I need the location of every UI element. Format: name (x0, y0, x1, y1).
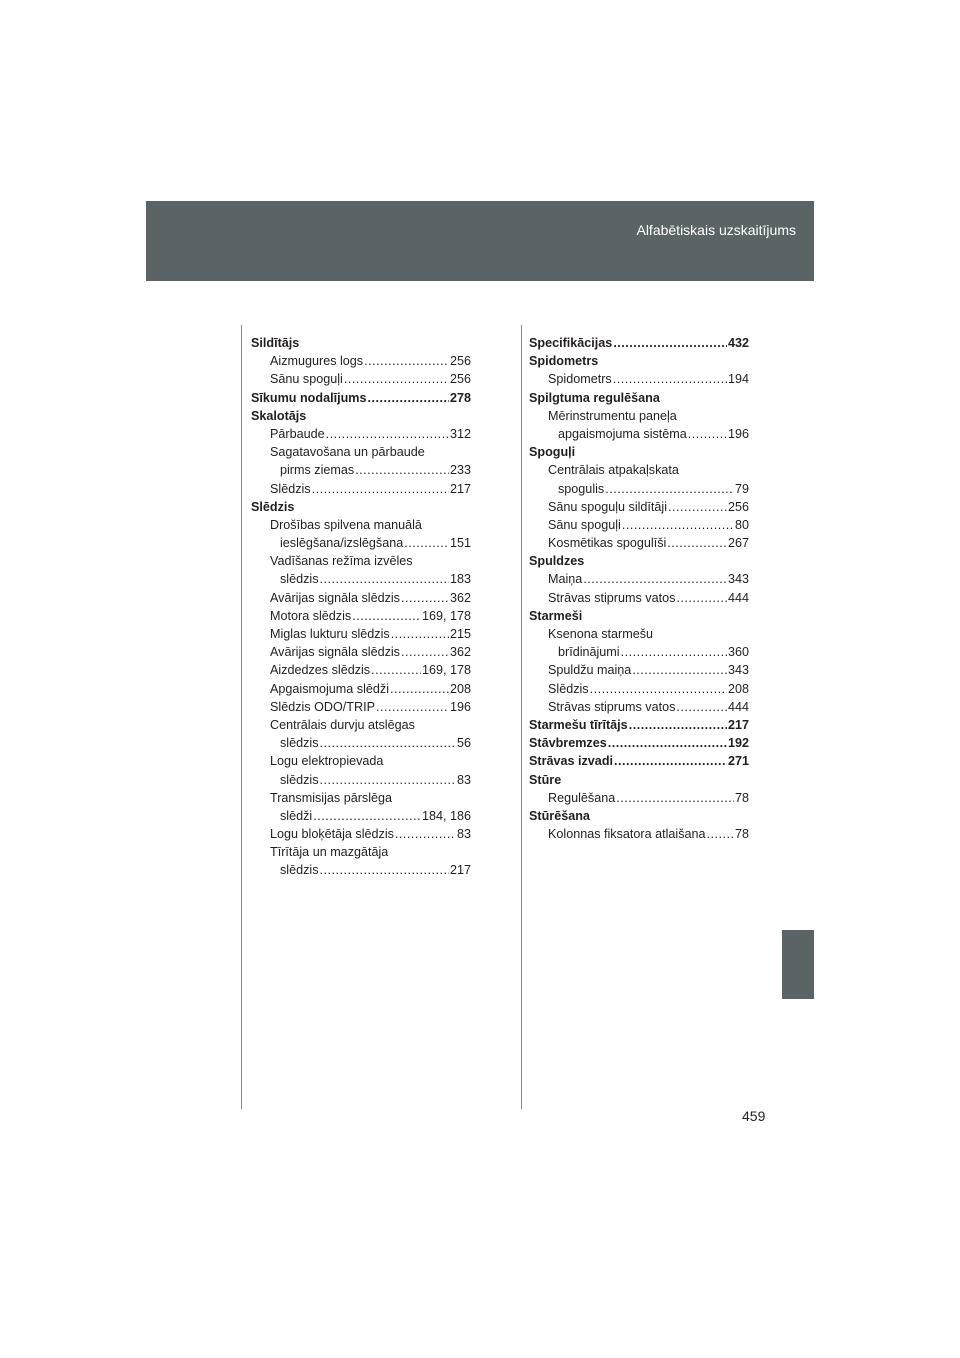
entry-text: apgaismojuma sistēma (558, 426, 687, 441)
dot-leader (629, 716, 727, 734)
dot-leader (371, 661, 421, 679)
entry-page-ref: 78 (734, 827, 749, 842)
dot-leader (688, 425, 727, 443)
entry-page-ref: 83 (456, 772, 471, 787)
index-heading (529, 607, 749, 625)
entry-page-ref: 432 (727, 336, 749, 350)
entry-page-ref: 194 (727, 372, 749, 387)
entry-text: Stūrēšana (529, 808, 590, 823)
entry-page-ref: 256 (727, 499, 749, 514)
index-entry (251, 607, 471, 625)
dot-leader (707, 825, 734, 843)
dot-leader (614, 752, 727, 770)
index-entry (251, 534, 471, 552)
index-heading (251, 498, 471, 516)
entry-text: Kolonnas fiksatora atlaišana (548, 827, 706, 842)
entry-page-ref: 183 (449, 572, 471, 587)
entry-text: Sildītājs (251, 336, 300, 350)
dot-leader (676, 698, 727, 716)
entry-text: slēdži (280, 808, 313, 823)
index-heading (529, 752, 749, 770)
entry-text: Drošības spilvena manuālā (270, 517, 422, 532)
entry-page-ref: 56 (456, 736, 471, 751)
entry-text: Logu elektropievada (270, 754, 384, 769)
entry-text: slēdzis (280, 772, 319, 787)
dot-leader (676, 589, 727, 607)
entry-text: Regulēšana (548, 790, 616, 805)
dot-leader (613, 370, 727, 388)
index-entry (251, 661, 471, 679)
index-entry (529, 534, 749, 552)
index-entry (529, 498, 749, 516)
dot-leader (621, 643, 727, 661)
entry-page-ref: 208 (727, 681, 749, 696)
index-heading (529, 552, 749, 570)
entry-text: Spuldžu maiņa (548, 663, 632, 678)
page-number: 459 (742, 1108, 766, 1124)
index-entry (251, 480, 471, 498)
entry-text: Sānu spoguļi (270, 372, 343, 387)
entry-text: Strāvas stiprums vatos (548, 699, 676, 714)
index-entry (529, 589, 749, 607)
dot-leader (668, 498, 727, 516)
entry-text: Logu bloķētāja slēdzis (270, 827, 394, 842)
entry-text: slēdzis (280, 736, 319, 751)
entry-text: Sīkumu nodalījums (251, 390, 367, 405)
index-heading (529, 734, 749, 752)
entry-page-ref: 362 (449, 590, 471, 605)
entry-page-ref: 196 (449, 699, 471, 714)
index-entry (529, 425, 749, 443)
index-entry (529, 643, 749, 661)
index-heading (529, 352, 749, 370)
entry-page-ref: 196 (727, 426, 749, 441)
dot-leader (391, 625, 449, 643)
entry-text: Sagatavošana un pārbaude (270, 445, 425, 460)
index-entry (251, 752, 471, 770)
dot-leader (390, 680, 449, 698)
index-entry (529, 661, 749, 679)
entry-text: Spilgtuma regulēšana (529, 390, 660, 405)
entry-page-ref: 362 (449, 645, 471, 660)
dot-leader (401, 589, 449, 607)
index-entry (529, 370, 749, 388)
index-heading (529, 807, 749, 825)
entry-page-ref: 444 (727, 699, 749, 714)
entry-text: Apgaismojuma slēdži (270, 681, 389, 696)
dot-leader (320, 771, 456, 789)
dot-leader (667, 534, 727, 552)
entry-page-ref: 343 (727, 572, 749, 587)
index-heading (529, 771, 749, 789)
entry-page-ref: 360 (727, 645, 749, 660)
index-entry (529, 698, 749, 716)
entry-page-ref: 78 (734, 790, 749, 805)
entry-page-ref: 79 (734, 481, 749, 496)
index-entry (251, 552, 471, 570)
entry-page-ref: 151 (449, 536, 471, 551)
dot-leader (605, 480, 734, 498)
entry-text: Sānu spoguļi (548, 517, 621, 532)
dot-leader (355, 461, 449, 479)
index-entry (529, 407, 749, 425)
entry-text: Kosmētikas spogulīši (548, 536, 667, 551)
entry-text: Spidometrs (548, 372, 612, 387)
dot-leader (616, 789, 734, 807)
entry-text: Spuldzes (529, 554, 585, 569)
entry-page-ref: 444 (727, 590, 749, 605)
entry-page-ref: 217 (449, 863, 471, 878)
entry-text: spogulis (558, 481, 605, 496)
entry-text: Sānu spoguļu sildītāji (548, 499, 668, 514)
dot-leader (583, 570, 727, 588)
entry-text: Transmisijas pārslēga (270, 790, 393, 805)
index-heading (529, 716, 749, 734)
index-entry (529, 480, 749, 498)
entry-text: Strāvas izvadi (529, 754, 614, 769)
dot-leader (376, 698, 449, 716)
entry-text: Avārijas signāla slēdzis (270, 590, 400, 605)
entry-text: Slēdzis ODO/TRIP (270, 699, 375, 714)
entry-page-ref: 256 (449, 354, 471, 369)
section-tab-marker (782, 930, 814, 999)
entry-text: Specifikācijas (529, 336, 613, 350)
dot-leader (326, 425, 449, 443)
dot-leader (367, 389, 449, 407)
index-entry (251, 843, 471, 861)
index-entry (251, 716, 471, 734)
entry-text: Stāvbremzes (529, 736, 607, 751)
index-entry (251, 789, 471, 807)
index-heading (251, 389, 471, 407)
dot-leader (401, 643, 449, 661)
index-entry (529, 461, 749, 479)
index-entry (251, 861, 471, 879)
index-entry (529, 625, 749, 643)
entry-text: Pārbaude (270, 426, 325, 441)
dot-leader (395, 825, 456, 843)
entry-text: Slēdzis (251, 499, 295, 514)
column-rule-left (241, 325, 242, 1109)
entry-text: Spidometrs (529, 354, 599, 369)
entry-text: Stūre (529, 772, 562, 787)
index-entry (251, 625, 471, 643)
index-entry (251, 352, 471, 370)
index-entry (529, 570, 749, 588)
entry-page-ref: 80 (734, 517, 749, 532)
index-entry (251, 516, 471, 534)
dot-leader (312, 480, 449, 498)
entry-text: Starmešu tīrītājs (529, 717, 628, 732)
index-entry (251, 680, 471, 698)
entry-text: Ksenona starmešu (548, 627, 654, 641)
entry-text: slēdzis (280, 572, 319, 587)
index-column-right (529, 334, 749, 843)
index-entry (251, 698, 471, 716)
entry-text: Avārijas signāla slēdzis (270, 645, 400, 660)
index-heading (529, 334, 749, 352)
entry-text: Centrālais atpakaļskata (548, 463, 679, 478)
index-heading (529, 389, 749, 407)
dot-leader (352, 607, 421, 625)
entry-page-ref: 169, 178 (421, 608, 471, 623)
dot-leader (613, 334, 727, 352)
index-entry (251, 643, 471, 661)
entry-text: ieslēgšana/izslēgšana (280, 536, 404, 551)
entry-text: Strāvas stiprums vatos (548, 590, 676, 605)
index-entry (251, 370, 471, 388)
entry-page-ref: 215 (449, 627, 471, 641)
index-entry (251, 589, 471, 607)
index-entry (251, 425, 471, 443)
entry-text: Slēdzis (548, 681, 589, 696)
entry-text: pirms ziemas (280, 463, 355, 478)
section-title: Alfabētiskais uzskaitījums (636, 222, 796, 238)
dot-leader (622, 516, 734, 534)
entry-page-ref: 192 (727, 736, 749, 751)
entry-text: Aizmugures logs (270, 354, 364, 369)
entry-page-ref: 217 (727, 717, 749, 732)
entry-text: slēdzis (280, 863, 319, 878)
index-entry (529, 825, 749, 843)
dot-leader (320, 861, 449, 879)
dot-leader (632, 661, 727, 679)
dot-leader (590, 680, 727, 698)
index-entry (529, 789, 749, 807)
index-entry (251, 734, 471, 752)
index-entry (251, 771, 471, 789)
header-bar (146, 201, 814, 281)
dot-leader (320, 570, 449, 588)
entry-text: Starmeši (529, 608, 583, 623)
entry-text: brīdinājumi (558, 645, 620, 660)
entry-text: Spoguļi (529, 445, 576, 460)
entry-page-ref: 83 (456, 827, 471, 842)
dot-leader (344, 370, 449, 388)
index-heading (251, 334, 471, 352)
dot-leader (364, 352, 449, 370)
entry-text: Motora slēdzis (270, 608, 352, 623)
dot-leader (313, 807, 421, 825)
entry-page-ref: 184, 186 (421, 808, 471, 823)
entry-text: Centrālais durvju atslēgas (270, 717, 415, 732)
dot-leader (320, 734, 456, 752)
entry-text: Slēdzis (270, 481, 311, 496)
entry-text: Mērinstrumentu paneļa (548, 408, 677, 423)
entry-text: Tīrītāja un mazgātāja (270, 845, 389, 860)
index-heading (529, 443, 749, 461)
dot-leader (404, 534, 449, 552)
entry-page-ref: 312 (449, 426, 471, 441)
entry-page-ref: 169, 178 (421, 663, 471, 678)
entry-page-ref: 278 (449, 390, 471, 405)
entry-page-ref: 343 (727, 663, 749, 678)
column-rule-middle (521, 325, 522, 1109)
entry-page-ref: 233 (449, 463, 471, 478)
entry-page-ref: 217 (449, 481, 471, 496)
index-entry (251, 443, 471, 461)
dot-leader (608, 734, 727, 752)
index-entry (251, 570, 471, 588)
index-entry (251, 807, 471, 825)
entry-text: Aizdedzes slēdzis (270, 663, 371, 678)
entry-text: Maiņa (548, 572, 583, 587)
index-column-left (251, 334, 471, 880)
index-entry (529, 680, 749, 698)
entry-text: Vadīšanas režīma izvēles (270, 554, 413, 569)
index-entry (251, 461, 471, 479)
entry-page-ref: 267 (727, 536, 749, 551)
entry-page-ref: 256 (449, 372, 471, 387)
entry-text: Skalotājs (251, 408, 307, 423)
entry-page-ref: 208 (449, 681, 471, 696)
index-entry (529, 516, 749, 534)
index-entry (251, 825, 471, 843)
entry-text: Miglas lukturu slēdzis (270, 627, 390, 641)
index-heading (251, 407, 471, 425)
entry-page-ref: 271 (727, 754, 749, 769)
